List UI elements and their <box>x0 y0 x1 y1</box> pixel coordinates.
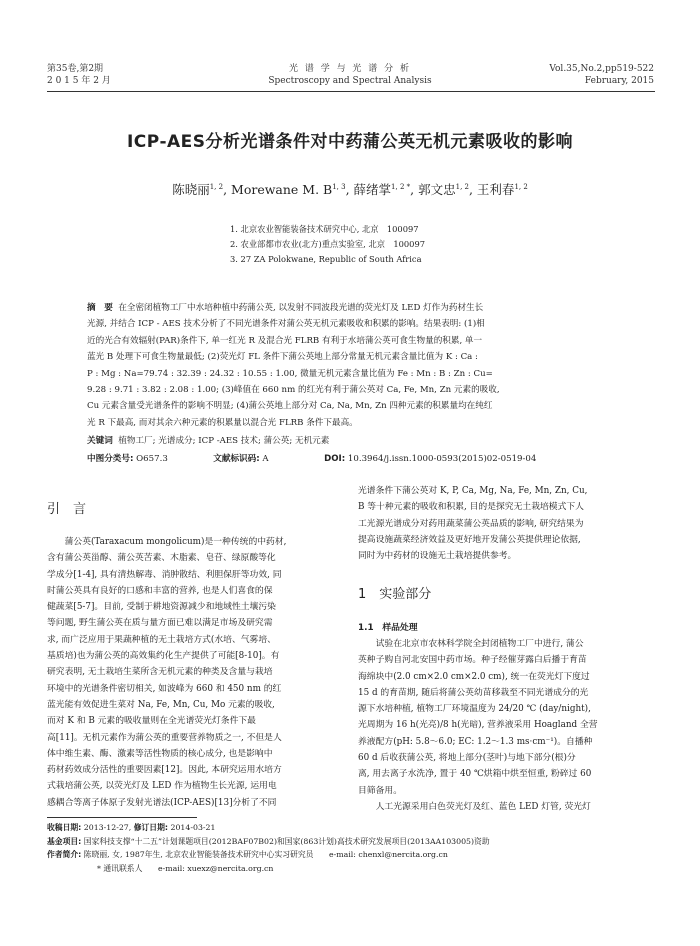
revised-label: 修订日期: <box>133 823 169 832</box>
body-line: 同时为中药材的设施无土栽培提供参考。 <box>358 551 517 562</box>
fund-label: 基金项目: <box>47 836 82 846</box>
doi-label: DOI: <box>324 454 346 464</box>
abstract-line: 光源, 并结合 ICP - AES 技术分析了不同光谱条件对蒲公英无机元素吸收和积累的影响。结果表明: (1)相 <box>87 319 485 330</box>
received-label: 收稿日期: <box>47 823 82 832</box>
abstract-line: Cu 元素含量受光谱条件的影响不明显; (4)蒲公英地上部分对 Ca, Na, Mn, Zn 四种元素的积累量均在纯红 <box>87 401 493 412</box>
body-line: 研究表明, 无土栽培生菜所含无机元素的种类及含量与栽培 <box>47 667 273 678</box>
section-intro-title: 引 言 <box>47 502 87 517</box>
body-line: 蓝光能有效促进生菜对 Na, Fe, Mn, Cu, Mo 元素的吸收, <box>47 699 275 710</box>
affiliations <box>230 222 425 267</box>
doc-code-label: 文献标识码: <box>213 454 260 464</box>
header-date-en: February, 2015 <box>584 76 654 86</box>
author-name: 陈晓丽 <box>172 182 210 197</box>
clc-value: O657.3 <box>136 454 168 464</box>
bio-text: 陈晓丽, 女, 1987年生, 北京农业智能装备技术研究中心实习研究员 e-mail: chenxl@nercita.org.cn <box>83 850 448 859</box>
body-line: 离, 用去离子水洗净, 置于 40 ℃烘箱中烘至恒重, 粉碎过 60 <box>358 769 592 780</box>
body-line: 感耦合等离子体原子发射光谱法(ICP-AES)[13]分析了不同 <box>47 797 277 808</box>
body-line: 养液配方(pH: 5.8～6.0; EC: 1.2～1.3 ms·cm⁻¹)。自播种 <box>358 736 593 747</box>
affiliation: 1. 北京农业智能装备技术研究中心, 北京 100097 <box>230 224 419 234</box>
author-list: 陈晓丽$^{1, 2}$, Morewane M. B$^{1, 3}$, 薛绪掌$^{1, 2 *}$, 郭文忠$^{1, 2}$, 王利春$^{1, 2}$ <box>172 182 528 197</box>
body-line: 高[11]。无机元素作为蒲公英的重要营养物质之一, 不但是人 <box>47 732 282 743</box>
body-line: 提高设施蔬菜经济效益及更好地开发蒲公英提供理论依据, <box>358 534 581 545</box>
body-line: 海绵块中(2.0 cm×2.0 cm×2.0 cm), 统一在荧光灯下度过 <box>358 671 590 682</box>
footnote-rule <box>47 817 197 818</box>
abstract-line: 近的光合有效辐射(PAR)条件下, 单一红光 R 及混合光 FLRB 有利于水培蒲公英可食生物量的积累, 单一 <box>87 335 483 346</box>
header-date-cn: 2 0 1 5 年 2 月 <box>47 76 111 86</box>
body-line: 工光源光谱成分对药用蔬菜蒲公英品质的影响, 研究结果为 <box>358 518 584 529</box>
body-line: 式栽培蒲公英, 以荧光灯及 LED 作为植物生长光源, 运用电 <box>47 781 277 792</box>
body-line: 学成分[1-4], 具有清热解毒、消肿散结、利胆保肝等功效, 同 <box>47 569 282 580</box>
keywords-text: 植物工厂; 光谱成分; ICP -AES 技术; 蒲公英; 无机元素 <box>118 436 330 446</box>
body-line: 药材药效成分活性的重要因素[12]。因此, 本研究运用水培方 <box>47 765 282 776</box>
body-line: 基质培)也为蒲公英的高效集约化生产提供了可能[8-10]。有 <box>47 651 280 662</box>
abstract <box>87 300 655 431</box>
corresponding-author: * 通讯联系人 e-mail: xuexz@nercita.org.cn <box>97 863 274 873</box>
abstract-line: 光 R 下最高, 而对其余六种元素的积累量以混合光 FLRB 条件下最高。 <box>87 417 358 428</box>
affiliation: 3. 27 ZA Polokwane, Republic of South Africa <box>230 254 422 264</box>
body-line: 试验在北京市农林科学院全封闭植物工厂中进行, 蒲公 <box>375 639 584 649</box>
body-line: 光谱条件下蒲公英对 K, P, Ca, Mg, Na, Fe, Mn, Zn, Cu, <box>358 486 588 496</box>
doi-value: 10.3964/j.issn.1000-0593(2015)02-0519-04 <box>347 454 537 464</box>
right-column-methods <box>358 636 655 815</box>
keywords <box>87 434 329 446</box>
revised-date: 2014-03-21 <box>170 823 216 832</box>
abstract-line: 蓝光 B 处理下可食生物量最低; (2)荧光灯 FL 条件下蒲公英地上部分常量无机元素含量比值为 K : Ca : <box>87 352 478 363</box>
bio-label: 作者简介: <box>47 850 82 859</box>
subsection-sample-title: 1.1 样品处理 <box>358 623 418 633</box>
section-experiment-title: 1 实验部分 <box>358 587 432 602</box>
body-line: 环境中的光谱条件密切相关, 如波峰为 660 和 450 nm 的红 <box>47 683 282 694</box>
abstract-line: P : Mg : Na=79.74 : 32.39 : 24.32 : 10.55 : 1.00, 微量无机元素含量比值为 Fe : Mn : B : Zn : Cu= <box>87 368 493 379</box>
author-name: Morewane M. B <box>231 182 333 197</box>
body-line: 60 d 后收获蒲公英, 将地上部分(茎叶)与地下部分(根)分 <box>358 753 576 764</box>
clc-label: 中图分类号: <box>87 454 134 464</box>
body-line: 英种子购自河北安国中药市场。种子经催芽露白后播于育苗 <box>358 655 587 666</box>
classification <box>87 452 655 464</box>
received-date: 2013-12-27, <box>83 823 132 832</box>
header-volume-en: Vol.35,No.2,pp519-522 <box>549 64 654 74</box>
footnotes <box>47 821 655 875</box>
doc-code-value: A <box>262 454 269 464</box>
author-name: 王利春 <box>476 182 515 197</box>
body-line: 时蒲公英具有良好的口感和丰富的营养, 也是人们喜食的保 <box>47 585 273 596</box>
body-line: 等问题, 野生蒲公英在质与量方面已难以满足市场及研究需 <box>47 618 273 629</box>
body-line: 人工光源采用白色荧光灯及红、蓝色 LED 灯管, 荧光灯 <box>375 801 591 812</box>
body-line: 目筛备用。 <box>358 785 402 796</box>
affiliation: 2. 农业部都市农业(北方)重点实验室, 北京 100097 <box>230 239 426 249</box>
body-line: 15 d 的育苗期, 随后将蒲公英幼苗移栽至不同光谱成分的光 <box>358 687 589 698</box>
body-line: 体中维生素、酶、激素等活性物质的核心成分, 也是影响中 <box>47 748 273 759</box>
abstract-line: 在全密闭植物工厂中水培种植中药蒲公英, 以发射不同波段光谱的荧光灯及 LED 灯作为药材生长 <box>118 303 484 313</box>
body-line: 求, 而广泛应用于果蔬种植的无土栽培方式(水培、气雾培、 <box>47 634 276 645</box>
left-column-body <box>47 534 344 811</box>
body-line: 而对 K 和 B 元素的吸收量则在全光谱荧光灯条件下最 <box>47 716 256 727</box>
right-column-intro <box>358 483 655 564</box>
author-affil: 1, 2 <box>514 182 528 191</box>
author-name: 薛绪掌 <box>353 182 392 197</box>
body-line: 含有蒲公英甾醇、蒲公英苦素、木脂素、皂苷、绿原酸等化 <box>47 553 276 564</box>
author-name: 郭文忠 <box>418 182 456 197</box>
author-affil: 1, 2 <box>209 182 224 191</box>
header-journal-cn: 光 谱 学 与 光 谱 分 析 <box>288 64 412 74</box>
body-line: 光周期为 16 h(光亮)/8 h(光暗), 营养液采用 Hoagland 全营 <box>358 720 598 731</box>
author-affil: 1, 2 * <box>391 182 411 191</box>
body-line: 蒲公英(Taraxacum mongolicum)是一种传统的中药材, <box>64 537 287 547</box>
body-line: 源下水培种植, 植物工厂环境温度为 24/20 ℃ (day/night), <box>358 704 591 715</box>
author-affil: 1, 2 <box>455 182 469 191</box>
author-affil: 1, 3 <box>332 182 346 191</box>
header-volume-cn: 第35卷,第2期 <box>47 64 104 74</box>
keywords-label: 关键词 <box>87 436 113 446</box>
header-journal-en: Spectroscopy and Spectral Analysis <box>268 76 432 86</box>
body-line: 健蔬菜[5-7]。目前, 受制于耕地资源减少和地域性土壤污染 <box>47 602 276 613</box>
abstract-label: 摘 要 <box>87 303 113 313</box>
header-rule <box>47 91 655 92</box>
abstract-line: 9.28 : 9.71 : 3.82 : 2.08 : 1.00; (3)峰值在 660 nm 的红光有利于蒲公英对 Ca, Fe, Mn, Zn 元素的吸收, <box>87 385 500 396</box>
body-line: B 等十种元素的吸收和积累, 目的是探究无土栽培模式下人 <box>358 502 584 513</box>
fund-text: 国家科技支撑“十二五”计划课题项目(2012BAF07B02)和国家(863计划)高技术研究发展项目(2013AA103005)资助 <box>83 836 490 846</box>
paper-title: ICP-AES分析光谱条件对中药蒲公英无机元素吸收的影响 <box>126 132 574 152</box>
